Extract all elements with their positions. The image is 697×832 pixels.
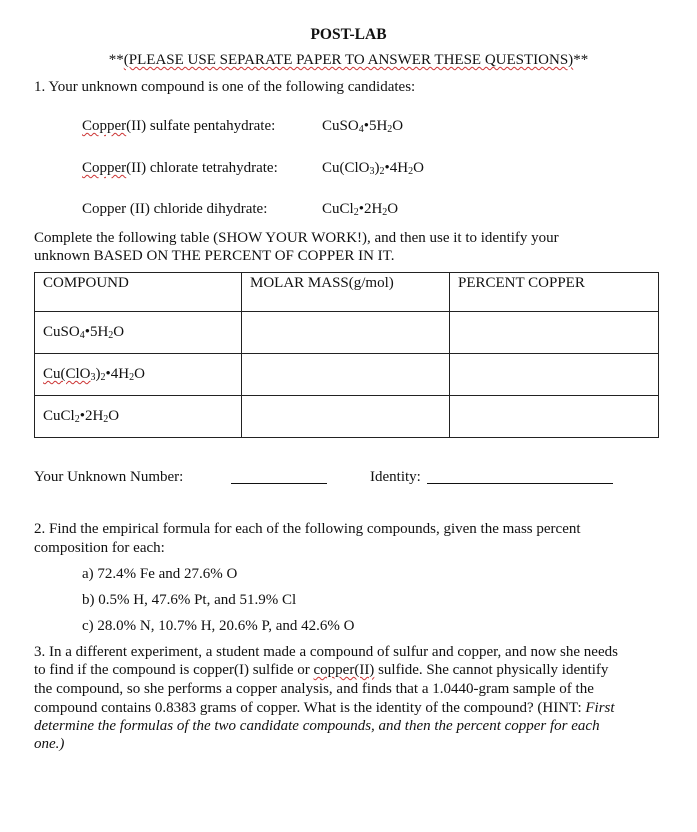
formula-part: O [387, 201, 399, 217]
compound-cell [35, 312, 242, 354]
candidate-name-a: Copper [82, 201, 127, 217]
candidate-name-b: (II) sulfate pentahydrate: [126, 118, 276, 134]
formula-part: ) [374, 160, 380, 176]
formula-subscript: 2 [103, 414, 109, 425]
header-percent-copper: PERCENT COPPER [450, 273, 659, 312]
q3-line [34, 661, 608, 679]
molar-mass-cell[interactable] [242, 312, 450, 354]
q3-line [34, 699, 615, 717]
page-title: POST-LAB [310, 26, 387, 43]
formula-subscript: 2 [100, 372, 106, 383]
formula-part: •5H [363, 118, 388, 134]
formula-subscript: 2 [108, 330, 114, 341]
formula-subscript: 4 [79, 330, 85, 341]
formula-subscript: 2 [74, 414, 80, 425]
q3-hint-italic: First [585, 700, 615, 716]
compound-cell [35, 396, 242, 438]
formula-part: O [134, 366, 145, 382]
q3-line: 3. In a different experiment, a student made a compound of sulfur and copper, and now she needs [34, 644, 618, 660]
formula-part: •5H [84, 324, 109, 340]
table-instruction-line2: unknown BASED ON THE PERCENT OF COPPER IN IT. [34, 248, 395, 264]
q3-text: to find if the compound is copper(I) sulfide or [34, 662, 314, 678]
formula-subscript: 4 [358, 124, 364, 135]
formula-part: O [113, 324, 125, 340]
notice-suffix: ** [573, 52, 589, 68]
q2-prompt-line1: 2. Find the empirical formula for each of the following compounds, given the mass percent [34, 521, 581, 537]
identity-label: Identity: [370, 469, 421, 485]
molar-mass-cell[interactable] [242, 354, 450, 396]
notice-prefix: ** [108, 52, 124, 68]
q3-text-copper-ii: copper(II) [313, 662, 375, 678]
candidate-formula [322, 200, 398, 218]
formula-subscript: 2 [387, 124, 393, 135]
q3-text: compound contains 0.8383 grams of copper. What is the identity of the compound? (HINT: [34, 700, 586, 716]
unknown-number-blank[interactable] [231, 469, 327, 484]
formula-part: CuSO [43, 324, 80, 340]
formula-part: •2H [79, 408, 104, 424]
separate-paper-notice [0, 51, 697, 69]
identity-blank[interactable] [427, 469, 613, 484]
formula-part: O [413, 160, 424, 176]
unknown-number-label: Your Unknown Number: [34, 469, 184, 485]
q2-item: a) 72.4% Fe and 27.6% O [82, 566, 238, 582]
q3-line: the compound, so she performs a copper analysis, and finds that a 1.0440-gram sample of the [34, 681, 594, 697]
candidate-name [82, 159, 278, 177]
q3-text: sulfide. She cannot physically identify [374, 662, 609, 678]
formula-subscript: 2 [129, 372, 135, 383]
candidate-name [82, 200, 267, 218]
formula-part: CuCl [43, 408, 75, 424]
formula-part: CuSO [322, 118, 359, 134]
formula-subscript: 2 [379, 166, 385, 177]
formula-part: Cu(ClO [322, 160, 370, 176]
percent-copper-cell[interactable] [450, 312, 659, 354]
candidate-name-b: (II) chlorate tetrahydrate: [126, 160, 278, 176]
q3-hint-line: determine the formulas of the two candidate compounds, and then the percent copper for each [34, 718, 600, 734]
compound-cell [35, 354, 242, 396]
table-header-row [35, 273, 659, 312]
q1-prompt: 1. Your unknown compound is one of the following candidates: [34, 79, 416, 95]
q2-prompt-line2: composition for each: [34, 540, 165, 556]
candidate-name [82, 117, 275, 135]
formula-part: •4H [105, 366, 130, 382]
formula-part: O [108, 408, 120, 424]
formula-subscript: 2 [382, 207, 388, 218]
formula-part: Cu(ClO [43, 366, 91, 382]
table-row [35, 354, 659, 396]
formula-part: O [392, 118, 404, 134]
table-row [35, 312, 659, 354]
header-molar-mass: MOLAR MASS(g/mol) [242, 273, 450, 312]
percent-copper-cell[interactable] [450, 396, 659, 438]
formula-part: CuCl [322, 201, 354, 217]
candidate-name-a: Copper [82, 118, 127, 134]
copper-percent-table [34, 272, 659, 438]
candidate-formula [322, 159, 424, 177]
formula-part: ) [95, 366, 101, 382]
q3-hint-line: one.) [34, 736, 65, 752]
q2-item: c) 28.0% N, 10.7% H, 20.6% P, and 42.6% O [82, 618, 355, 634]
formula-part: •4H [384, 160, 409, 176]
formula-subscript: 3 [369, 166, 375, 177]
q2-item: b) 0.5% H, 47.6% Pt, and 51.9% Cl [82, 592, 297, 608]
formula-subscript: 3 [90, 372, 96, 383]
molar-mass-cell[interactable] [242, 396, 450, 438]
table-instruction-line1: Complete the following table (SHOW YOUR WORK!), and then use it to identify your [34, 230, 559, 246]
candidate-name-a: Copper [82, 160, 127, 176]
formula-subscript: 2 [353, 207, 359, 218]
notice-text: (PLEASE USE SEPARATE PAPER TO ANSWER THESE QUESTIONS) [123, 52, 574, 68]
formula-subscript: 2 [408, 166, 414, 177]
formula-part: •2H [358, 201, 383, 217]
header-compound: COMPOUND [35, 273, 242, 312]
candidate-name-b: (II) chloride dihydrate: [126, 201, 268, 217]
table-row [35, 396, 659, 438]
percent-copper-cell[interactable] [450, 354, 659, 396]
candidate-formula [322, 117, 403, 135]
